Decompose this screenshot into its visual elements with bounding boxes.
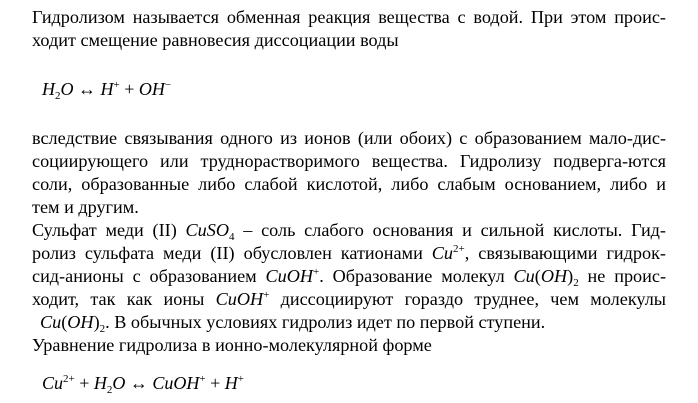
formula-cuoh: CuOH: [265, 266, 314, 286]
formula-cu-oh2: [514, 266, 574, 286]
intro-line-2: ходит смещение равновесия диссоциации воды: [32, 30, 399, 50]
equilibrium-arrow: ↔: [73, 79, 101, 99]
formula-oh2-sub: 2: [573, 277, 579, 289]
sulfate-line-5: [40, 311, 545, 333]
text-span: , связывающими гидрок-: [464, 243, 666, 263]
text-span: . Образование молекул: [319, 266, 514, 286]
paren-open: (: [534, 266, 541, 286]
formula-cu: Cu: [42, 373, 64, 393]
formula-cu: Cu: [40, 312, 62, 332]
formula-h-ion: H: [100, 79, 114, 99]
equilibrium-arrow: ↔: [125, 373, 153, 393]
formula-minus-charge: −: [164, 79, 172, 91]
formula-cuso4-sub: 4: [228, 231, 235, 243]
text-span: диссоциируют гораздо труднее, чем молекулы: [269, 289, 666, 309]
formula-h: H: [93, 373, 107, 393]
formula-cu-oh2: [40, 312, 100, 332]
formula-h-sub: 2: [106, 384, 113, 396]
formula-plus-operator: +: [205, 373, 225, 393]
formula-cuso4: CuSO: [185, 220, 229, 240]
body-line-2: социирующего или труднорастворимого вещества. Гидролизу подверга-ются: [32, 151, 666, 171]
sulfate-line-1: [32, 219, 666, 241]
intro-line-1: Гидролизом называется обменная реакция вещества с водой. При этом проис-: [32, 7, 666, 27]
formula-cu: Cu: [431, 243, 454, 263]
hydrolysis-equation: [42, 372, 244, 394]
formula-cuoh-charge: +: [263, 289, 270, 301]
text-span: Сульфат меди (II): [32, 220, 186, 240]
text-span: – соль слабого основания и сильной кислоты. Гид-: [234, 220, 666, 240]
formula-h-sub: 2: [55, 90, 61, 102]
paren-open: (: [61, 312, 68, 332]
formula-h-charge: +: [237, 373, 244, 385]
text-span: не проис-: [578, 266, 667, 286]
formula-oh: OH: [540, 266, 568, 286]
sulfate-line-2: [32, 242, 666, 264]
formula-oh-ion: OH: [138, 79, 165, 99]
sulfate-line-3: [32, 265, 666, 287]
text-span: сид-анионы с образованием: [32, 266, 266, 286]
paren-close: ): [567, 266, 574, 286]
formula-plus-operator: +: [74, 373, 94, 393]
formula-cuoh-charge: +: [313, 266, 320, 278]
text-span: . В обычных условиях гидролиз идет по первой ступени.: [105, 312, 546, 332]
formula-h-ion: H: [224, 373, 238, 393]
paren-close: ): [93, 312, 100, 332]
formula-oh2-sub: 2: [99, 323, 106, 335]
water-dissociation-equation: [42, 78, 171, 100]
formula-o: O: [60, 79, 74, 99]
formula-cu: Cu: [513, 266, 535, 286]
sulfate-line-4: [32, 288, 666, 310]
formula-cuoh: CuOH: [215, 289, 264, 309]
text-span: ролиз сульфата меди (II) обусловлен катионами: [32, 243, 432, 263]
sulfate-line-6: Уравнение гидролиза в ионно-молекулярной форме: [32, 335, 432, 355]
formula-o: O: [112, 373, 126, 393]
formula-h: H: [42, 79, 55, 99]
text-span: ходит, так как ионы: [32, 289, 216, 309]
body-line-4: тем и другим.: [32, 197, 139, 217]
formula-plus-charge: +: [113, 79, 120, 91]
formula-plus-operator: +: [119, 79, 139, 99]
formula-oh: OH: [67, 312, 94, 332]
body-line-3: соли, образованные либо слабой кислотой, либо слабым основанием, либо и: [32, 174, 666, 194]
formula-cu-charge: 2+: [63, 373, 75, 385]
formula-cuoh-charge: +: [199, 373, 206, 385]
formula-cu-charge: 2+: [453, 243, 465, 255]
body-line-1: вследствие связывания одного из ионов (или обоих) с образованием мало-дис-: [32, 128, 666, 148]
formula-cuoh: CuOH: [152, 373, 200, 393]
